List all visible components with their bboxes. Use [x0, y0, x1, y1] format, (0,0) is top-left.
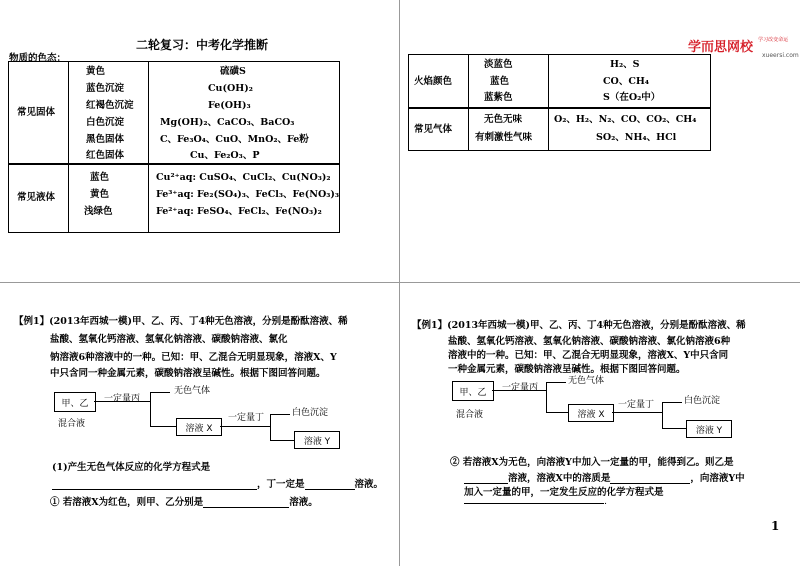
flame-substance: CO、CH₄: [603, 76, 650, 87]
arrow-label: 一定量丁: [618, 400, 655, 410]
liquid-category: 常见液体: [17, 192, 56, 203]
question-text: 盐酸、氢氧化钙溶液、氢氧化钠溶液、碳酸钠溶液、氯化钠溶液6种: [448, 336, 731, 347]
flame-category: 火焰颜色: [414, 76, 453, 87]
logo-url: xueersi.com: [762, 52, 799, 59]
question-c-text: 溶液，溶液X中的溶质是: [508, 473, 611, 484]
flame-color: 蓝紫色: [484, 92, 513, 103]
liquid-substance: Fe³⁺aq: Fe₂(SO₄)₃、FeCl₃、Fe(NO₃)₃: [156, 189, 340, 200]
solid-color: 白色沉淀: [86, 117, 125, 128]
gas-label: 无色气体: [174, 386, 211, 396]
gas-color: 有刺激性气味: [475, 132, 533, 143]
solid-color: 红色固体: [86, 150, 125, 161]
question-c-text: 入一定量的甲，一定发生反应的化学方程式是: [473, 487, 664, 498]
question-text: 一种金属元素，碳酸钠溶液呈碱性。根据下图回答问题。: [448, 364, 686, 375]
page-number: 1: [771, 519, 780, 533]
solid-color: 红褐色沉淀: [86, 100, 134, 111]
question-c-text: 加: [464, 487, 474, 498]
gas-substance: O₂、H₂、N₂、CO、CO₂、CH₄: [554, 114, 697, 125]
box-solution-x: 溶液 X: [176, 418, 222, 436]
question-text: 钠溶液6种溶液中的一种。已知：甲、乙混合无明显现象，溶液X、Y: [50, 352, 337, 363]
box-solution-y: 溶液 Y: [686, 420, 732, 438]
gas-category: 常见气体: [414, 124, 453, 135]
arrow-label: 一定量丙: [104, 394, 141, 404]
flame-color: 淡蓝色: [484, 59, 513, 70]
example-label: 【例1】: [412, 320, 448, 331]
arrow-label: 一定量丙: [502, 383, 539, 393]
liquid-color: 浅绿色: [84, 206, 113, 217]
answer-blank[interactable]: [305, 478, 355, 490]
liquid-color: 黄色: [90, 189, 110, 200]
question-text: (2013年西城一模)甲、乙、丙、丁4种无色溶液，分别是酚酞溶液、稀: [447, 320, 746, 331]
page-title: 二轮复习：中考化学推断: [136, 38, 269, 52]
solid-color: 蓝色沉淀: [86, 83, 125, 94]
question-b: ① 若溶液X为红色，则甲、乙分别是: [50, 497, 204, 508]
question-c: ② 若溶液X为无色，向溶液Y中加入一定量的甲，能得到乙。则乙是: [450, 457, 734, 468]
solid-substance: Cu(OH)₂: [208, 83, 253, 94]
flame-substance: H₂、S: [610, 59, 640, 70]
logo-sub: 学习改变命运: [758, 37, 789, 43]
solid-substance: Cu、Fe₂O₃、P: [190, 150, 260, 161]
solid-color: 黄色: [86, 66, 106, 77]
liquid-color: 蓝色: [90, 172, 110, 183]
white-precipitate-label: 白色沉淀: [292, 408, 329, 418]
answer-blank[interactable]: [203, 496, 289, 508]
answer-line-row: [52, 478, 383, 490]
answer-blank[interactable]: [610, 472, 690, 484]
question-text: 溶液中的一种。已知：甲、乙混合无明显现象，溶液X、Y中只含同: [448, 350, 729, 361]
quadrant-divider-vertical: [399, 0, 400, 566]
question-a: (1)产生无色气体反应的化学方程式是: [52, 462, 211, 473]
mix-label: 混合液: [58, 419, 86, 429]
quadrant-divider-horizontal: [0, 282, 800, 283]
example-label: 【例1】: [14, 316, 50, 327]
flame-color: 蓝色: [490, 76, 510, 87]
solid-substance: Fe(OH)₃: [208, 100, 251, 111]
solid-category: 常见固体: [17, 107, 56, 118]
solid-color: 黑色固体: [86, 134, 125, 145]
question-text: 盐酸、氢氧化钙溶液、氢氧化钠溶液、碳酸钠溶液、氯化: [50, 334, 288, 345]
subtitle: 物质的色态：: [9, 53, 67, 64]
solid-substance: C、Fe₃O₄、CuO、MnO₂、Fe粉: [160, 134, 309, 145]
arrow-label: 一定量丁: [228, 413, 265, 423]
box-start: 甲、乙: [452, 381, 494, 401]
question-text: 中只含同一种金属元素，碳酸钠溶液呈碱性。根据下图回答问题。: [50, 368, 326, 379]
logo-main: 学而思网校: [688, 40, 754, 55]
question-a-end: 溶液。: [354, 479, 384, 490]
solid-substance: Mg(OH)₂、CaCO₃、BaCO₃: [160, 117, 295, 128]
flame-substance: S（在O₂中）: [603, 92, 661, 103]
box-solution-y: 溶液 Y: [294, 431, 340, 449]
answer-blank[interactable]: [464, 503, 604, 504]
question-c-text: ，向溶液Y中: [690, 473, 745, 484]
question-text: (2013年西城一模)甲、乙、丙、丁4种无色溶液，分别是酚酞溶液、稀: [49, 316, 348, 327]
mix-label: 混合液: [456, 410, 484, 420]
gas-substance: SO₂、NH₄、HCl: [596, 132, 677, 143]
liquid-substance: Cu²⁺aq: CuSO₄、CuCl₂、Cu(NO₃)₂: [156, 172, 331, 183]
solid-substance: 硫磺S: [220, 66, 246, 77]
answer-blank[interactable]: [464, 472, 508, 484]
gas-label: 无色气体: [568, 376, 605, 386]
white-precipitate-label: 白色沉淀: [684, 396, 721, 406]
answer-blank[interactable]: [52, 478, 257, 490]
question-a-tail: ，丁一定是: [257, 479, 305, 490]
box-start: 甲、乙: [54, 392, 96, 412]
liquid-substance: Fe²⁺aq: FeSO₄、FeCl₂、Fe(NO₃)₂: [156, 206, 322, 217]
box-solution-x: 溶液 X: [568, 404, 614, 422]
gas-color: 无色无味: [484, 114, 523, 125]
question-b-end: 溶液。: [289, 497, 318, 508]
